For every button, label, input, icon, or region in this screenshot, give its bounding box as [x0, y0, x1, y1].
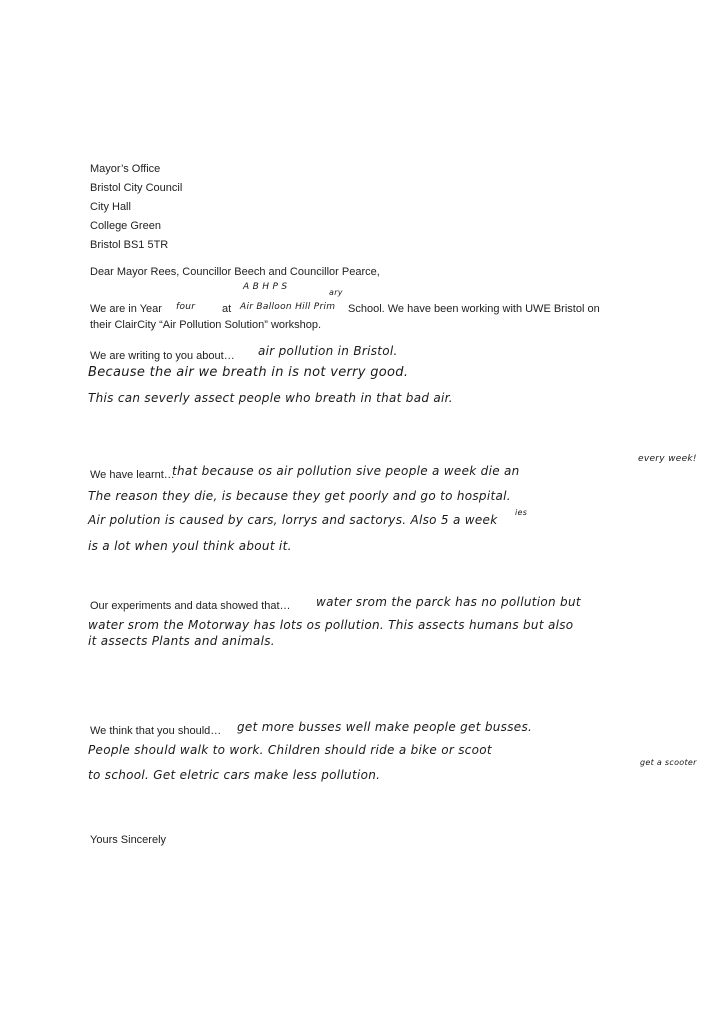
experiments-answer: water srom the parck has no pollution but — [316, 595, 581, 609]
learnt-answer: Air polution is caused by cars, lorrys and sactorys. Also 5 a week — [88, 513, 498, 527]
learnt-answer: is a lot when youl think about it. — [88, 539, 292, 553]
writing-about-answer: air pollution in Bristol. — [258, 344, 398, 358]
writing-about-answer: Because the air we breath in is not verry good. — [88, 365, 409, 380]
ary-insert-handwritten: ary — [329, 288, 343, 297]
intro-line2: their ClairCity “Air Pollution Solution” workshop. — [90, 319, 322, 331]
experiments-prompt: Our experiments and data showed that… — [90, 600, 291, 612]
should-insert: get a scooter — [640, 758, 697, 767]
should-prompt: We think that you should… — [90, 725, 222, 737]
address-block — [90, 160, 182, 255]
learnt-answer: that because os air pollution sive people a week die an — [172, 464, 520, 478]
intro-at: at — [222, 303, 232, 315]
should-answer: get more busses well make people get busses. — [237, 720, 533, 734]
address-line: Bristol City Council — [90, 182, 183, 194]
learnt-answer-insert: ies — [515, 508, 528, 517]
learnt-prompt: We have learnt… — [90, 469, 175, 481]
learnt-answer: The reason they die, is because they get poorly and go to hospital. — [88, 489, 511, 503]
address-line: Mayor’s Office — [90, 163, 161, 175]
closing: Yours Sincerely — [90, 834, 167, 846]
should-answer: to school. Get eletric cars make less pollution. — [88, 768, 381, 782]
writing-about-prompt: We are writing to you about… — [90, 350, 235, 362]
school-name-handwritten: Air Balloon Hill Prim — [240, 302, 336, 312]
address-line: City Hall — [90, 201, 131, 213]
should-answer: People should walk to work. Children should ride a bike or scoot — [88, 743, 492, 757]
intro-suffix: School. We have been working with UWE Bristol on — [348, 303, 600, 315]
writing-about-answer: This can severly assect people who breath in that bad air. — [88, 391, 453, 405]
school-initials-handwritten: A B H P S — [243, 282, 288, 292]
address-line: College Green — [90, 220, 161, 232]
intro-prefix: We are in Year — [90, 303, 162, 315]
salutation: Dear Mayor Rees, Councillor Beech and Councillor Pearce, — [90, 266, 380, 278]
experiments-answer: water srom the Motorway has lots os pollution. This assects humans but also — [88, 618, 574, 632]
experiments-answer: it assects Plants and animals. — [88, 634, 275, 648]
intro-year-handwritten: four — [176, 302, 196, 312]
address-line: Bristol BS1 5TR — [90, 239, 169, 251]
learnt-insert: every week! — [638, 454, 697, 464]
